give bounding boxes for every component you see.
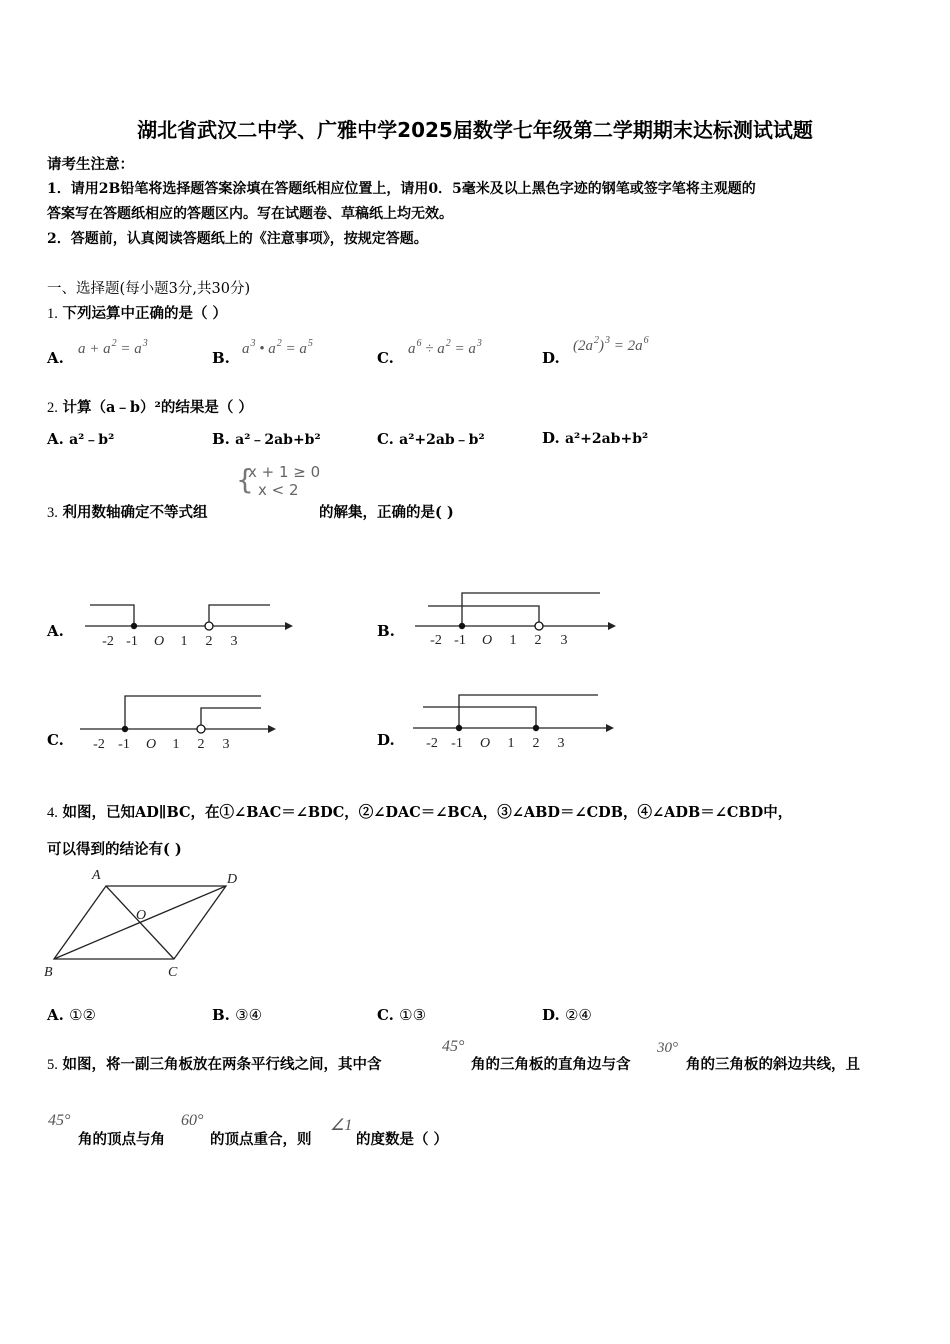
svg-text:2: 2 <box>197 737 205 752</box>
inequality-system <box>236 463 320 499</box>
question-4-text: 如图，已知AD∥BC，在①∠BAC＝∠BDC，②∠DAC＝∠BCA，③∠ABD＝∠CDB，④∠ADB＝∠CBD中， <box>62 804 793 821</box>
number-line-d <box>408 688 623 753</box>
question-1-text: 下列运算中正确的是（ ） <box>62 305 228 322</box>
q1-option-d-label: D. <box>542 349 560 367</box>
notice-line-1: 1．请用2B铅笔将选择题答案涂填在答题纸相应位置上，请用0．5毫米及以上黑色字迹的钢笔或签字笔将主观题的 <box>47 181 756 197</box>
q2-option-d-label: D. <box>542 429 560 447</box>
q4-option-a: ①② <box>69 1006 97 1024</box>
question-1-stem <box>47 302 227 323</box>
angle-1-symbol: ∠1 <box>330 1117 353 1134</box>
q2-option-c-label: C. <box>377 430 394 448</box>
question-2-stem <box>47 396 253 417</box>
q1-option-c-label: C. <box>377 349 394 367</box>
svg-text:O: O <box>479 736 491 751</box>
svg-text:1: 1 <box>180 634 188 649</box>
svg-text:1: 1 <box>172 737 180 752</box>
q2-option-c: a²+2ab﹣b² <box>399 432 485 448</box>
page-title: 湖北省武汉二中学、广雅中学2025届数学七年级第二学期期末达标测试试题 <box>137 118 813 142</box>
svg-text:3: 3 <box>560 633 568 648</box>
q3-option-d-label: D. <box>377 731 395 749</box>
svg-text:3: 3 <box>222 737 230 752</box>
svg-text:-2: -2 <box>93 737 105 752</box>
question-3-stem <box>47 501 207 522</box>
svg-text:-1: -1 <box>126 634 138 649</box>
q4-option-d: ②④ <box>564 1006 592 1024</box>
q2-option-b: a²﹣2ab+b² <box>235 432 321 448</box>
q3-option-a-label: A. <box>47 622 64 640</box>
question-5-text-6: 的度数是（ ） <box>356 1131 449 1148</box>
question-3-text-post: 的解集，正确的是( ) <box>319 504 454 521</box>
svg-text:O: O <box>481 633 493 648</box>
notice-line-2: 2．答题前，认真阅读答题纸上的《注意事项》，按规定答题。 <box>47 231 428 247</box>
angle-60-value: 60° <box>181 1112 204 1129</box>
question-4-stem <box>47 801 792 822</box>
system-line-2: x < 2 <box>258 481 299 499</box>
svg-text:O: O <box>153 634 165 649</box>
angle-30-value: 30° <box>657 1040 678 1056</box>
vertex-d-label: D <box>227 872 238 887</box>
q4-option-b-label: B. <box>212 1006 230 1024</box>
angle-45-value: 45° <box>442 1038 465 1055</box>
question-5-text-1: 如图，将一副三角板放在两条平行线之间，其中含 <box>62 1056 382 1073</box>
question-5-line-1 <box>47 1053 381 1074</box>
svg-text:3: 3 <box>230 634 238 649</box>
q2-option-d: a²+2ab+b² <box>564 431 649 447</box>
question-5-number: 5. <box>47 1057 58 1073</box>
q1-option-a: $a + a^2 = a^3$ <box>78 338 148 357</box>
question-5-text-5: 的顶点重合，则 <box>210 1131 312 1148</box>
q3-option-c-label: C. <box>47 731 64 749</box>
vertex-b-label: B <box>44 965 53 980</box>
q4-option-d-label: D. <box>542 1006 560 1024</box>
notice-heading: 请考生注意： <box>47 156 134 173</box>
question-3-text-pre: 利用数轴确定不等式组 <box>62 504 208 521</box>
svg-text:-1: -1 <box>454 633 466 648</box>
svg-text:2: 2 <box>205 634 213 649</box>
svg-text:-2: -2 <box>430 633 442 648</box>
vertex-c-label: C <box>168 965 178 980</box>
q1-option-c: $a^6 \div a^2 = a^3$ <box>408 338 482 357</box>
q1-option-a-label: A. <box>47 349 64 367</box>
question-4-number: 4. <box>47 805 58 821</box>
q4-option-a-label: A. <box>47 1006 64 1024</box>
question-5-text-3: 角的三角板的斜边共线，且 <box>686 1056 860 1073</box>
question-1-number: 1. <box>47 306 58 322</box>
q1-option-b: $a^3$ • $a^2 = a^5$ <box>242 338 313 357</box>
number-line-c <box>75 688 285 753</box>
system-line-1: x + 1 ≥ 0 <box>248 463 321 481</box>
q1-option-d: $(2a^2)^3 = 2a^6$ <box>573 335 649 354</box>
vertex-a-label: A <box>92 868 101 883</box>
parallelogram-figure <box>40 865 250 983</box>
number-line-a <box>80 595 295 650</box>
svg-text:-1: -1 <box>451 736 463 751</box>
q4-option-b: ③④ <box>235 1006 263 1024</box>
question-2-number: 2. <box>47 400 58 416</box>
q2-option-b-label: B. <box>212 430 230 448</box>
number-line-b <box>410 585 625 650</box>
svg-text:-2: -2 <box>102 634 114 649</box>
svg-text:-2: -2 <box>426 736 438 751</box>
notice-line-1b: 答案写在答题纸相应的答题区内。写在试题卷、草稿纸上均无效。 <box>47 206 453 222</box>
q4-option-c: ①③ <box>399 1006 427 1024</box>
brace-icon: { <box>236 463 254 496</box>
svg-text:1: 1 <box>509 633 517 648</box>
angle-45-value-2: 45° <box>48 1112 71 1129</box>
q3-option-b-label: B. <box>377 622 395 640</box>
question-3-number: 3. <box>47 505 58 521</box>
svg-text:2: 2 <box>534 633 542 648</box>
question-5-text-2: 角的三角板的直角边与含 <box>471 1056 631 1073</box>
svg-text:-1: -1 <box>118 737 130 752</box>
question-4-text-2: 可以得到的结论有( ) <box>47 841 182 858</box>
svg-text:2: 2 <box>532 736 540 751</box>
svg-text:O: O <box>145 737 157 752</box>
section-heading: 一、选择题(每小题3分,共30分) <box>47 281 251 297</box>
question-5-text-4: 角的顶点与角 <box>78 1131 165 1148</box>
svg-text:3: 3 <box>557 736 565 751</box>
question-2-text: 计算（a﹣b）²的结果是（ ） <box>62 399 253 416</box>
svg-text:1: 1 <box>507 736 515 751</box>
q2-option-a-label: A. <box>47 430 64 448</box>
point-o-label: O <box>136 908 147 923</box>
q1-option-b-label: B. <box>212 349 230 367</box>
q4-option-c-label: C. <box>377 1006 394 1024</box>
q2-option-a: a²﹣b² <box>69 432 115 448</box>
